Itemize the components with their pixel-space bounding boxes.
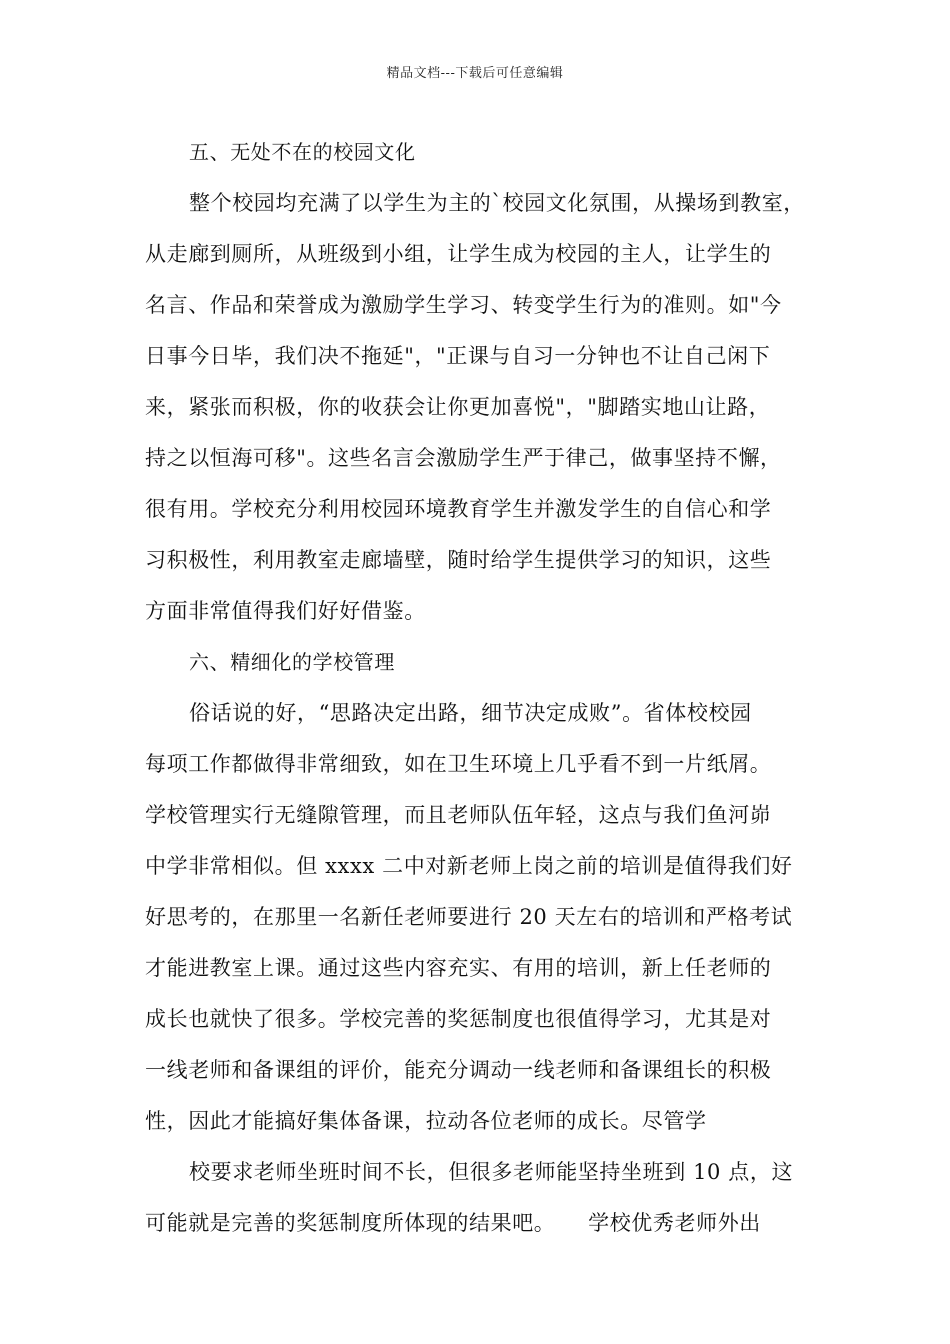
paragraph-line: 性，因此才能搞好集体备课，拉动各位老师的成长。尽管学 <box>145 1109 707 1133</box>
paragraph-line: 每项工作都做得非常细致，如在卫生环境上几乎看不到一片纸屑。 <box>145 752 772 776</box>
paragraph-line: 成长也就快了很多。学校完善的奖惩制度也很值得学习，尤其是对 <box>145 1007 772 1031</box>
paragraph-line: 一线老师和备课组的评价，能充分调动一线老师和备课组长的积极 <box>145 1058 772 1082</box>
section-heading-5: 五、无处不在的校园文化 <box>189 140 416 164</box>
paragraph-line: 从走廊到厕所，从班级到小组，让学生成为校园的主人，让学生的 <box>145 242 772 266</box>
section-heading-6: 六、精细化的学校管理 <box>189 650 395 674</box>
paragraph-line: 方面非常值得我们好好借鉴。 <box>145 599 426 623</box>
paragraph-line: 整个校园均充满了以学生为主的`校园文化氛围，从操场到教室， <box>189 191 805 215</box>
page-header: 精品文档---下载后可任意编辑 <box>386 66 564 81</box>
paragraph-line: 日事今日毕，我们决不拖延"，"正课与自习一分钟也不让自己闲下 <box>145 344 771 368</box>
paragraph-line: 很有用。学校充分利用校园环境教育学生并激发学生的自信心和学 <box>145 497 772 521</box>
paragraph-line: 持之以恒海可移"。这些名言会激励学生严于律己，做事坚持不懈， <box>145 446 782 470</box>
paragraph-line: 可能就是完善的奖惩制度所体现的结果吧。 学校优秀老师外出 <box>145 1211 761 1235</box>
paragraph-line: 俗话说的好，“思路决定出路，细节决定成败”。省体校校园 <box>189 701 752 725</box>
document-body <box>145 133 815 1255</box>
paragraph-line: 校要求老师坐班时间不长，但很多老师能坚持坐班到 10 点，这 <box>189 1160 794 1184</box>
paragraph-line: 学校管理实行无缝隙管理，而且老师队伍年轻，这点与我们鱼河峁 <box>145 803 772 827</box>
paragraph-line: 好思考的，在那里一名新任老师要进行 20 天左右的培训和严格考试 <box>145 905 793 929</box>
paragraph-line: 来，紧张而积极，你的收获会让你更加喜悦"，"脚踏实地山让路， <box>145 395 771 419</box>
paragraph-line: 名言、作品和荣誉成为激励学生学习、转变学生行为的准则。如"今 <box>145 293 782 317</box>
paragraph-line: 中学非常相似。但 xxxx 二中对新老师上岗之前的培训是值得我们好 <box>145 854 793 878</box>
paragraph-line: 习积极性，利用教室走廊墙壁，随时给学生提供学习的知识，这些 <box>145 548 772 572</box>
paragraph-line: 才能进教室上课。通过这些内容充实、有用的培训，新上任老师的 <box>145 956 772 980</box>
